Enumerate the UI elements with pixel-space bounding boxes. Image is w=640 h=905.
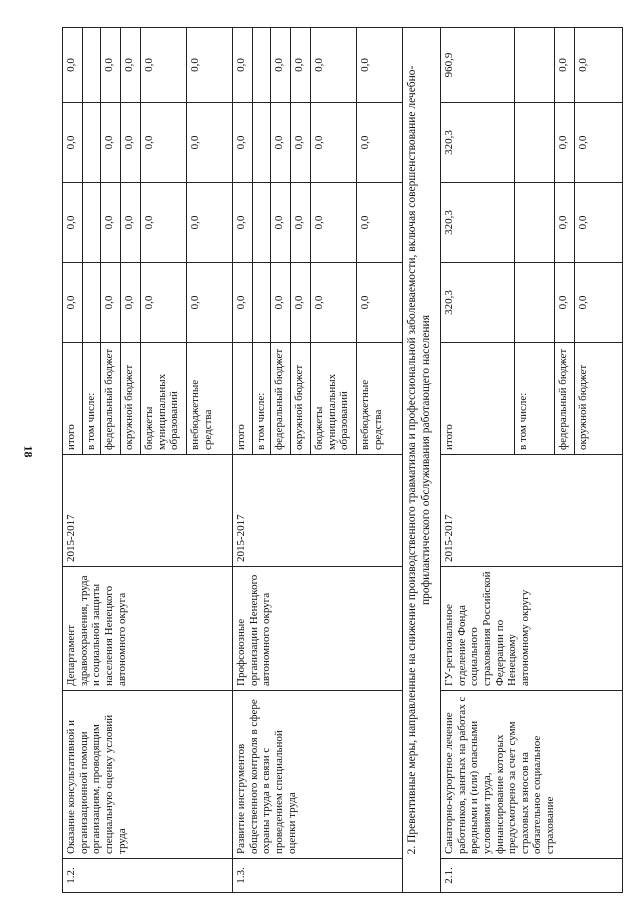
funding-value bbox=[83, 263, 101, 343]
funding-value: 960,9 bbox=[441, 28, 515, 103]
funding-value: 0,0 bbox=[311, 103, 357, 183]
section-title: 2. Превентивные меры, направленные на снижение производственного травматизма и профессиональной заболеваемости, включая совершенствование лечебно-профилактического обслуживания работающего населения bbox=[403, 28, 441, 893]
funding-value: 0,0 bbox=[233, 263, 253, 343]
funding-value: 320,3 bbox=[441, 103, 515, 183]
funding-value: 0,0 bbox=[271, 183, 291, 263]
funding-source-label: итого bbox=[441, 343, 515, 455]
table-body bbox=[63, 28, 623, 893]
funding-value: 0,0 bbox=[357, 183, 403, 263]
funding-value: 0,0 bbox=[121, 263, 141, 343]
funding-source-label: итого bbox=[233, 343, 253, 455]
funding-value: 0,0 bbox=[357, 263, 403, 343]
funding-source-label: бюджеты муниципальных образований bbox=[311, 343, 357, 455]
item-executor: Профсоюзные организации Ненецкого автономного округа bbox=[233, 567, 403, 691]
funding-value: 0,0 bbox=[575, 103, 623, 183]
funding-source-label: внебюджетные средства bbox=[357, 343, 403, 455]
funding-source-label: окружной бюджет bbox=[121, 343, 141, 455]
funding-value: 0,0 bbox=[121, 103, 141, 183]
funding-value: 0,0 bbox=[555, 183, 575, 263]
item-period: 2015-2017 bbox=[63, 455, 233, 567]
funding-value: 0,0 bbox=[187, 183, 233, 263]
funding-value: 0,0 bbox=[357, 103, 403, 183]
funding-value: 0,0 bbox=[575, 183, 623, 263]
funding-value: 0,0 bbox=[63, 263, 83, 343]
funding-value: 0,0 bbox=[63, 28, 83, 103]
item-period: 2015-2017 bbox=[441, 455, 623, 567]
funding-value: 0,0 bbox=[271, 103, 291, 183]
item-number: 1.3. bbox=[233, 859, 403, 893]
funding-value: 0,0 bbox=[555, 263, 575, 343]
funding-value: 0,0 bbox=[555, 103, 575, 183]
funding-source-label: федеральный бюджет bbox=[555, 343, 575, 455]
funding-value: 0,0 bbox=[311, 28, 357, 103]
item-name: Развитие инструментов общественного контроля в сфере охраны труда в связи с проведением специальной оценки труда bbox=[233, 691, 403, 859]
funding-value: 0,0 bbox=[311, 183, 357, 263]
funding-value: 0,0 bbox=[187, 103, 233, 183]
item-number: 2.1. bbox=[441, 859, 623, 893]
funding-value bbox=[253, 103, 271, 183]
funding-source-label: внебюджетные средства bbox=[187, 343, 233, 455]
funding-value: 0,0 bbox=[271, 263, 291, 343]
funding-value: 0,0 bbox=[233, 103, 253, 183]
funding-value: 0,0 bbox=[101, 103, 121, 183]
section-row bbox=[403, 28, 441, 893]
funding-value: 0,0 bbox=[291, 263, 311, 343]
funding-value: 0,0 bbox=[357, 28, 403, 103]
funding-value: 320,3 bbox=[441, 263, 515, 343]
funding-source-label: окружной бюджет bbox=[575, 343, 623, 455]
funding-value bbox=[515, 103, 555, 183]
funding-value: 0,0 bbox=[575, 263, 623, 343]
funding-value: 0,0 bbox=[121, 28, 141, 103]
item-executor: ГУ-региональное отделение Фонда социального страхования Российской Федерации по Ненецкому автономному округу bbox=[441, 567, 623, 691]
funding-value: 0,0 bbox=[141, 103, 187, 183]
funding-source-label: бюджеты муниципальных образований bbox=[141, 343, 187, 455]
funding-source-label: в том числе: bbox=[515, 343, 555, 455]
funding-value: 0,0 bbox=[141, 183, 187, 263]
funding-value bbox=[253, 263, 271, 343]
funding-source-label: итого bbox=[63, 343, 83, 455]
funding-value bbox=[83, 28, 101, 103]
item-number: 1.2. bbox=[63, 859, 233, 893]
funding-value bbox=[253, 28, 271, 103]
item-name: Оказание консультативной и организационной помощи организациям, проводящим специальную оценку условий труда bbox=[63, 691, 233, 859]
funding-value: 0,0 bbox=[311, 263, 357, 343]
item-executor: Департамент здравоохранения, труда и социальной защиты населения Ненецкого автономного округа bbox=[63, 567, 233, 691]
funding-value: 320,3 bbox=[441, 183, 515, 263]
funding-value: 0,0 bbox=[63, 183, 83, 263]
funding-value: 0,0 bbox=[101, 263, 121, 343]
funding-value: 0,0 bbox=[141, 263, 187, 343]
table-row bbox=[233, 28, 253, 893]
funding-source-label: в том числе: bbox=[83, 343, 101, 455]
funding-value bbox=[83, 103, 101, 183]
funding-value: 0,0 bbox=[271, 28, 291, 103]
item-period: 2015-2017 bbox=[233, 455, 403, 567]
funding-value: 0,0 bbox=[141, 28, 187, 103]
funding-value: 0,0 bbox=[291, 28, 311, 103]
funding-value: 0,0 bbox=[101, 28, 121, 103]
funding-value bbox=[515, 28, 555, 103]
funding-value bbox=[515, 183, 555, 263]
program-table-sheet bbox=[62, 28, 622, 893]
funding-value: 0,0 bbox=[575, 28, 623, 103]
funding-value: 0,0 bbox=[555, 28, 575, 103]
funding-source-label: в том числе: bbox=[253, 343, 271, 455]
funding-source-label: федеральный бюджет bbox=[271, 343, 291, 455]
funding-value: 0,0 bbox=[121, 183, 141, 263]
funding-value: 0,0 bbox=[187, 263, 233, 343]
funding-value: 0,0 bbox=[101, 183, 121, 263]
funding-value bbox=[83, 183, 101, 263]
funding-value bbox=[515, 263, 555, 343]
funding-value: 0,0 bbox=[233, 28, 253, 103]
funding-value: 0,0 bbox=[291, 183, 311, 263]
table-row bbox=[441, 28, 515, 893]
funding-source-label: окружной бюджет bbox=[291, 343, 311, 455]
program-table bbox=[62, 27, 623, 893]
funding-value: 0,0 bbox=[63, 103, 83, 183]
funding-value bbox=[253, 183, 271, 263]
funding-value: 0,0 bbox=[187, 28, 233, 103]
page-number: 18 bbox=[21, 445, 36, 458]
funding-source-label: федеральный бюджет bbox=[101, 343, 121, 455]
item-name: Санаторно-курортное лечение работников, занятых на работах с вредными и (или) опасными условиями труда, финансирование которых предусмотрено за счет сумм страховых взносов на обязательное социальное страхование bbox=[441, 691, 623, 859]
funding-value: 0,0 bbox=[233, 183, 253, 263]
table-row bbox=[63, 28, 83, 893]
funding-value: 0,0 bbox=[291, 103, 311, 183]
